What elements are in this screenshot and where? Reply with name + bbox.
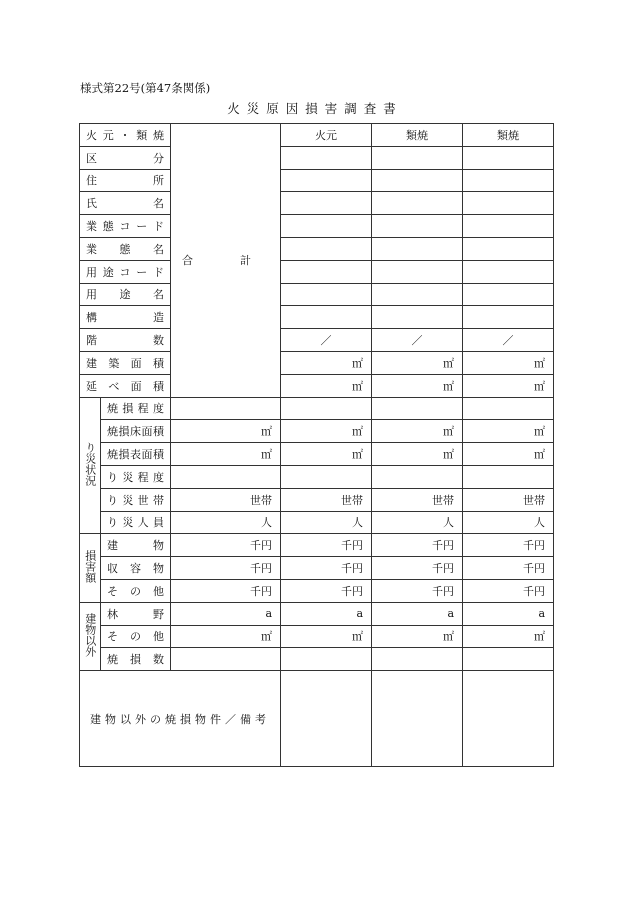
table-row: [80, 306, 554, 329]
forest-cell[interactable]: a: [372, 602, 463, 625]
persons-cell[interactable]: 人: [281, 511, 372, 534]
building-area-cell[interactable]: ㎡: [372, 351, 463, 374]
table-row: [80, 192, 554, 215]
households-cell[interactable]: 世帯: [463, 488, 554, 511]
households-cell[interactable]: 世帯: [372, 488, 463, 511]
table-row: [80, 215, 554, 238]
field-cell[interactable]: [281, 260, 372, 283]
burn-floor-area-cell[interactable]: ㎡: [281, 420, 372, 443]
field-cell[interactable]: [372, 192, 463, 215]
survey-table: [79, 123, 554, 767]
non-building-other-cell[interactable]: ㎡: [372, 625, 463, 648]
table-row: [80, 397, 554, 420]
damage-other-cell[interactable]: 千円: [372, 579, 463, 602]
burn-floor-area-cell[interactable]: ㎡: [171, 420, 281, 443]
persons-cell[interactable]: 人: [463, 511, 554, 534]
table-row: [80, 671, 554, 767]
remarks-label: 建物以外の焼損物件／備考: [80, 671, 281, 767]
field-cell[interactable]: [281, 648, 372, 671]
table-row: [80, 602, 554, 625]
field-cell[interactable]: [281, 169, 372, 192]
field-cell[interactable]: [372, 283, 463, 306]
table-row: [80, 579, 554, 602]
damage-contents-cell[interactable]: 千円: [171, 557, 281, 580]
table-row: [80, 465, 554, 488]
field-cell[interactable]: [463, 192, 554, 215]
row-label-damage-other: その他: [101, 579, 171, 602]
row-label-address: 住 所: [80, 169, 171, 192]
floors-cell-spread-2[interactable]: ／: [463, 329, 554, 352]
group-label-disaster-status: [80, 397, 101, 534]
non-building-other-cell[interactable]: ㎡: [281, 625, 372, 648]
building-area-cell[interactable]: ㎡: [463, 351, 554, 374]
row-label-structure: 構 造: [80, 306, 171, 329]
damage-building-cell[interactable]: 千円: [171, 534, 281, 557]
group-label-non-building: [80, 602, 101, 670]
field-cell[interactable]: [281, 146, 372, 169]
table-row: [80, 169, 554, 192]
table-row: [80, 488, 554, 511]
table-row: [80, 124, 554, 147]
field-cell[interactable]: [463, 215, 554, 238]
table-row: [80, 237, 554, 260]
row-label-non-building-other: その他: [101, 625, 171, 648]
table-row: [80, 625, 554, 648]
row-label-forest: 林 野: [101, 602, 171, 625]
field-cell[interactable]: [463, 648, 554, 671]
group-label-text: り災状況: [83, 441, 97, 486]
group-label-text: 損害額: [83, 550, 97, 584]
row-label-name: 氏 名: [80, 192, 171, 215]
non-building-other-cell[interactable]: ㎡: [171, 625, 281, 648]
column-header-origin: 火元: [281, 124, 372, 147]
field-cell[interactable]: [372, 146, 463, 169]
remarks-cell[interactable]: [281, 671, 372, 767]
group-label-damage-amount: [80, 534, 101, 602]
row-label-disaster-degree: り災程度: [101, 465, 171, 488]
field-cell[interactable]: [372, 215, 463, 238]
persons-cell[interactable]: 人: [372, 511, 463, 534]
burn-surface-area-cell[interactable]: ㎡: [171, 443, 281, 466]
field-cell[interactable]: [463, 260, 554, 283]
table-row: [80, 260, 554, 283]
row-label-building: 建 物: [101, 534, 171, 557]
column-header-spread-1: 類焼: [372, 124, 463, 147]
forest-cell[interactable]: a: [281, 602, 372, 625]
damage-building-cell[interactable]: 千円: [372, 534, 463, 557]
burn-surface-area-cell[interactable]: ㎡: [372, 443, 463, 466]
row-label-burn-degree: 焼損程度: [101, 397, 171, 420]
table-row: [80, 534, 554, 557]
field-cell[interactable]: [372, 306, 463, 329]
total-floor-area-cell[interactable]: ㎡: [463, 374, 554, 397]
row-label-usage-code: 用途コード: [80, 260, 171, 283]
table-row: [80, 443, 554, 466]
table-row: [80, 648, 554, 671]
field-cell[interactable]: [281, 397, 372, 420]
field-cell[interactable]: [372, 260, 463, 283]
building-area-cell[interactable]: ㎡: [281, 351, 372, 374]
burn-floor-area-cell[interactable]: ㎡: [372, 420, 463, 443]
row-label-burn-floor-area: 焼損床面積: [101, 420, 171, 443]
non-building-other-cell[interactable]: ㎡: [463, 625, 554, 648]
damage-building-cell[interactable]: 千円: [281, 534, 372, 557]
field-cell[interactable]: [463, 169, 554, 192]
row-label-business-code: 業態コード: [80, 215, 171, 238]
forest-cell[interactable]: a: [171, 602, 281, 625]
table-row: [80, 329, 554, 352]
damage-other-cell[interactable]: 千円: [463, 579, 554, 602]
row-label-persons: り災人員: [101, 511, 171, 534]
total-floor-area-cell[interactable]: ㎡: [372, 374, 463, 397]
field-cell[interactable]: [372, 648, 463, 671]
burn-surface-area-cell[interactable]: ㎡: [463, 443, 554, 466]
remarks-cell[interactable]: [463, 671, 554, 767]
damage-contents-cell[interactable]: 千円: [372, 557, 463, 580]
damage-contents-cell[interactable]: 千円: [463, 557, 554, 580]
field-cell[interactable]: [281, 215, 372, 238]
damage-contents-cell[interactable]: 千円: [281, 557, 372, 580]
field-cell[interactable]: [463, 397, 554, 420]
table-row: [80, 283, 554, 306]
field-cell[interactable]: [171, 397, 281, 420]
field-cell[interactable]: [463, 237, 554, 260]
row-label-households: り災世帯: [101, 488, 171, 511]
table-row: [80, 511, 554, 534]
field-cell[interactable]: [372, 169, 463, 192]
persons-cell[interactable]: 人: [171, 511, 281, 534]
damage-building-cell[interactable]: 千円: [463, 534, 554, 557]
field-cell[interactable]: [463, 283, 554, 306]
total-column-cell: 合 計: [171, 124, 281, 398]
row-label-burn-surface-area: 焼損表面積: [101, 443, 171, 466]
floors-cell-origin[interactable]: ／: [281, 329, 372, 352]
row-label-contents: 収容物: [101, 557, 171, 580]
column-header-spread-2: 類焼: [463, 124, 554, 147]
forest-cell[interactable]: a: [463, 602, 554, 625]
field-cell[interactable]: [463, 146, 554, 169]
table-row: [80, 351, 554, 374]
field-cell[interactable]: [463, 306, 554, 329]
row-label-total-floor-area: 延べ面積: [80, 374, 171, 397]
field-cell[interactable]: [281, 237, 372, 260]
row-label-burn-count: 焼損数: [101, 648, 171, 671]
table-row: [80, 146, 554, 169]
field-cell[interactable]: [171, 465, 281, 488]
field-cell[interactable]: [281, 192, 372, 215]
total-floor-area-cell[interactable]: ㎡: [281, 374, 372, 397]
damage-other-cell[interactable]: 千円: [171, 579, 281, 602]
group-label-text: 建物以外: [83, 612, 97, 657]
field-cell[interactable]: [463, 465, 554, 488]
header-label-cell: 火元・類焼: [80, 124, 171, 147]
field-cell[interactable]: [372, 397, 463, 420]
row-label-usage-name: 用 途 名: [80, 283, 171, 306]
table-row: [80, 420, 554, 443]
table-row: [80, 557, 554, 580]
field-cell[interactable]: [372, 465, 463, 488]
field-cell[interactable]: [171, 648, 281, 671]
form-title: 火災原因損害調査書: [227, 101, 403, 116]
remarks-cell[interactable]: [372, 671, 463, 767]
form-number: 様式第22号(第47条関係): [80, 81, 211, 95]
floors-cell-spread-1[interactable]: ／: [372, 329, 463, 352]
field-cell[interactable]: [281, 465, 372, 488]
field-cell[interactable]: [281, 283, 372, 306]
field-cell[interactable]: [281, 306, 372, 329]
burn-floor-area-cell[interactable]: ㎡: [463, 420, 554, 443]
row-label-building-area: 建築面積: [80, 351, 171, 374]
burn-surface-area-cell[interactable]: ㎡: [281, 443, 372, 466]
row-label-business-name: 業 態 名: [80, 237, 171, 260]
field-cell[interactable]: [372, 237, 463, 260]
damage-other-cell[interactable]: 千円: [281, 579, 372, 602]
row-label-category: 区 分: [80, 146, 171, 169]
households-cell[interactable]: 世帯: [171, 488, 281, 511]
row-label-floors: 階 数: [80, 329, 171, 352]
table-row: [80, 374, 554, 397]
households-cell[interactable]: 世帯: [281, 488, 372, 511]
